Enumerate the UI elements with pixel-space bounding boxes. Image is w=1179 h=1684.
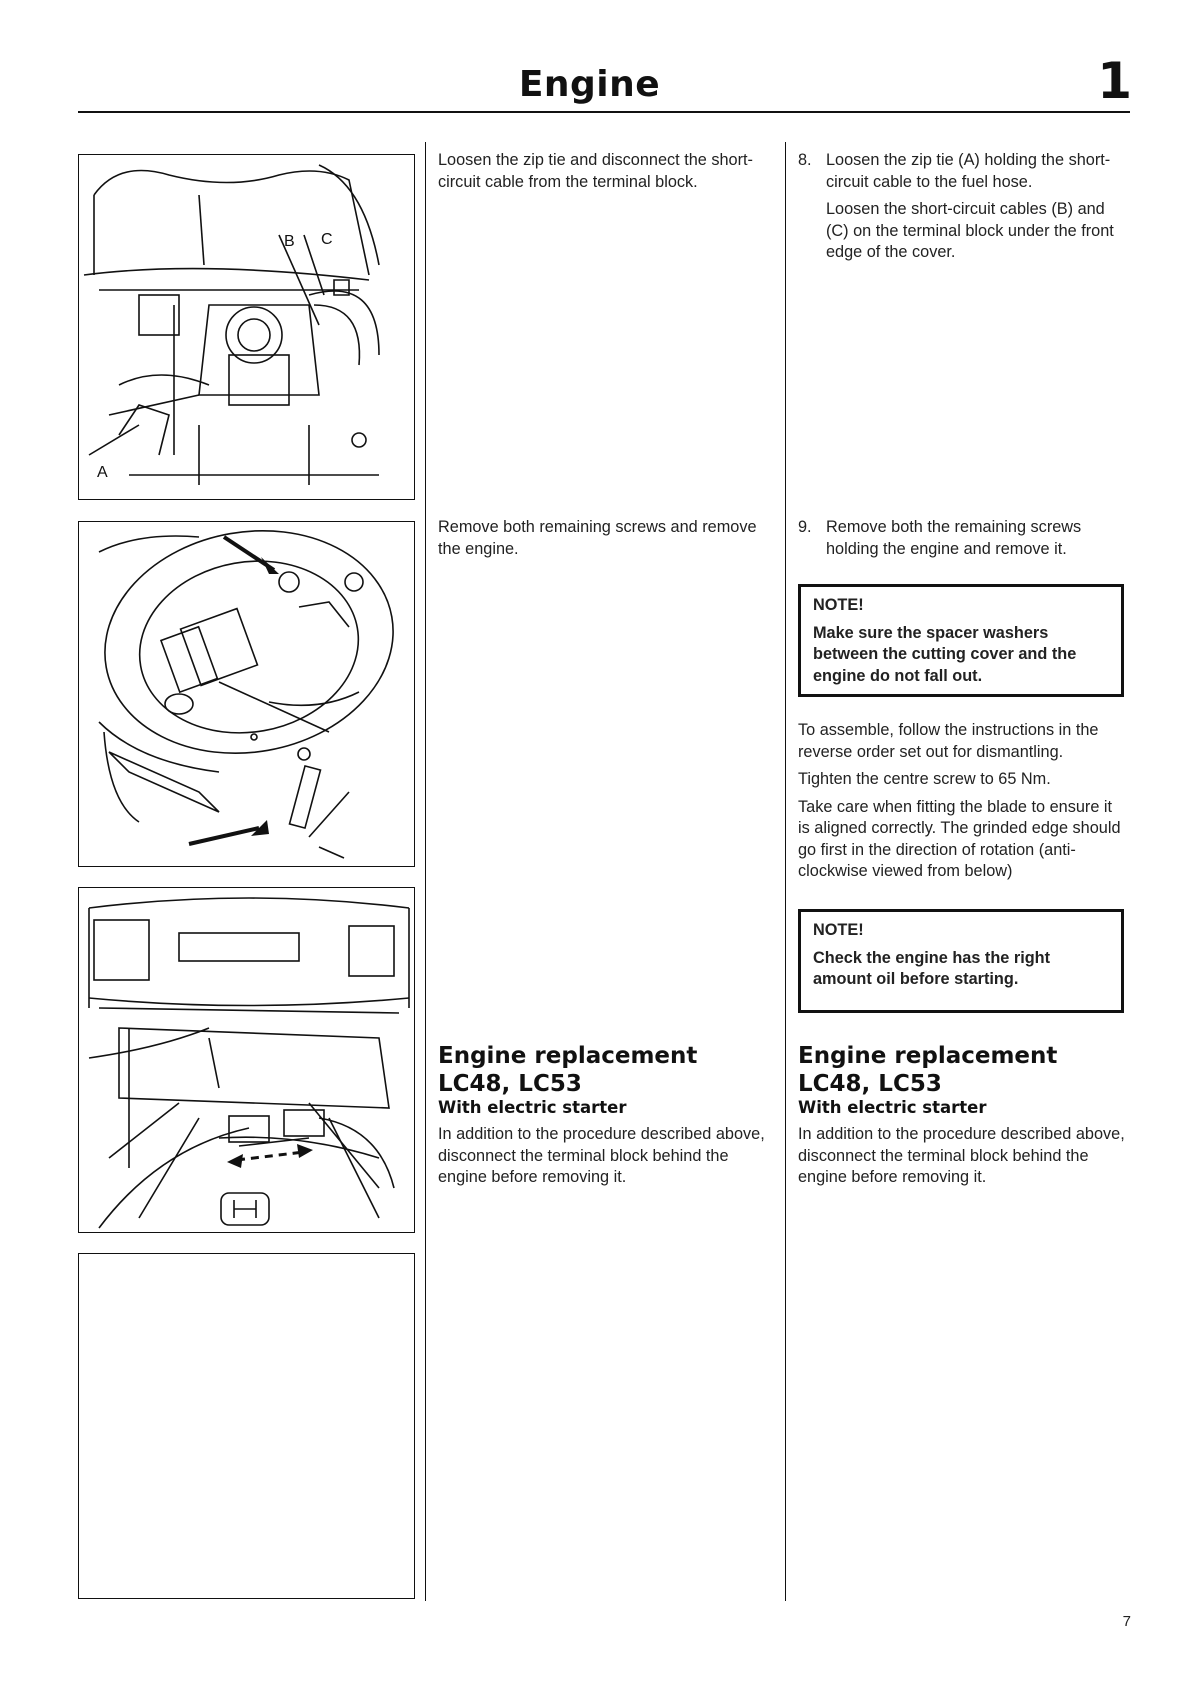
section-subheading: With electric starter [438,1098,627,1117]
header-rule [78,111,1130,113]
right-section-engine-replacement [798,1042,1128,1189]
page-number: 7 [1122,1613,1131,1630]
middle-text-2: Remove both remaining screws and remove the engine. [438,518,757,558]
assembly-text: Tighten the centre screw to 65 Nm. [798,770,1051,788]
assembly-text: Take care when fitting the blade to ensure it is aligned correctly. The grinded edge should go first in the direction of rotation (anti-clockwise viewed from below) [798,797,1121,880]
note-title: NOTE! [813,596,864,614]
assembly-text: To assemble, follow the instructions in the reverse order set out for dismantling. [798,721,1099,761]
column-divider-left [425,142,426,1601]
section-text: In addition to the procedure described above, disconnect the terminal block behind the engine before removing it. [438,1125,765,1186]
note-body: Check the engine has the right amount oil before starting. [813,948,1051,988]
figure-terminal-block [78,887,415,1233]
label-c: C [321,231,333,248]
step-text: Loosen the short-circuit cables (B) and (C) on the terminal block under the front edge of the cover. [826,200,1114,261]
column-divider-right [785,142,786,1601]
figure-engine-screws [78,521,415,867]
step-text: Loosen the zip tie (A) holding the short-circuit cable to the fuel hose. [826,151,1111,191]
step-number: 9. [798,518,812,536]
step-text: Remove both the remaining screws holding the engine and remove it. [826,518,1082,558]
assembly-instructions [798,720,1128,889]
engine-illustration-3 [79,888,414,1232]
note-box-oil [798,909,1124,1013]
section-text: In addition to the procedure described above, disconnect the terminal block behind the engine before removing it. [798,1125,1125,1186]
section-heading-models: LC48, LC53 [438,1071,582,1097]
figure-empty [78,1253,415,1599]
step-8 [798,150,1128,270]
middle-text-1: Loosen the zip tie and disconnect the short-circuit cable from the terminal block. [438,151,753,191]
section-heading-models: LC48, LC53 [798,1071,942,1097]
note-body: Make sure the spacer washers between the cutting cover and the engine do not fall out. [813,623,1077,685]
page-title: Engine [518,64,661,105]
note-title: NOTE! [813,921,864,939]
chapter-number: 1 [1097,52,1132,110]
section-heading: Engine replacement [798,1043,1058,1069]
note-box-washers [798,584,1124,697]
middle-section-engine-replacement [438,1042,778,1189]
engine-illustration-1 [79,155,414,499]
section-subheading: With electric starter [798,1098,987,1117]
step-9 [798,517,1128,566]
label-a: A [97,464,108,481]
figure-engine-zip-tie [78,154,415,500]
step-number: 8. [798,151,812,169]
section-heading: Engine replacement [438,1043,698,1069]
engine-illustration-2 [79,522,414,866]
label-b: B [284,233,295,250]
